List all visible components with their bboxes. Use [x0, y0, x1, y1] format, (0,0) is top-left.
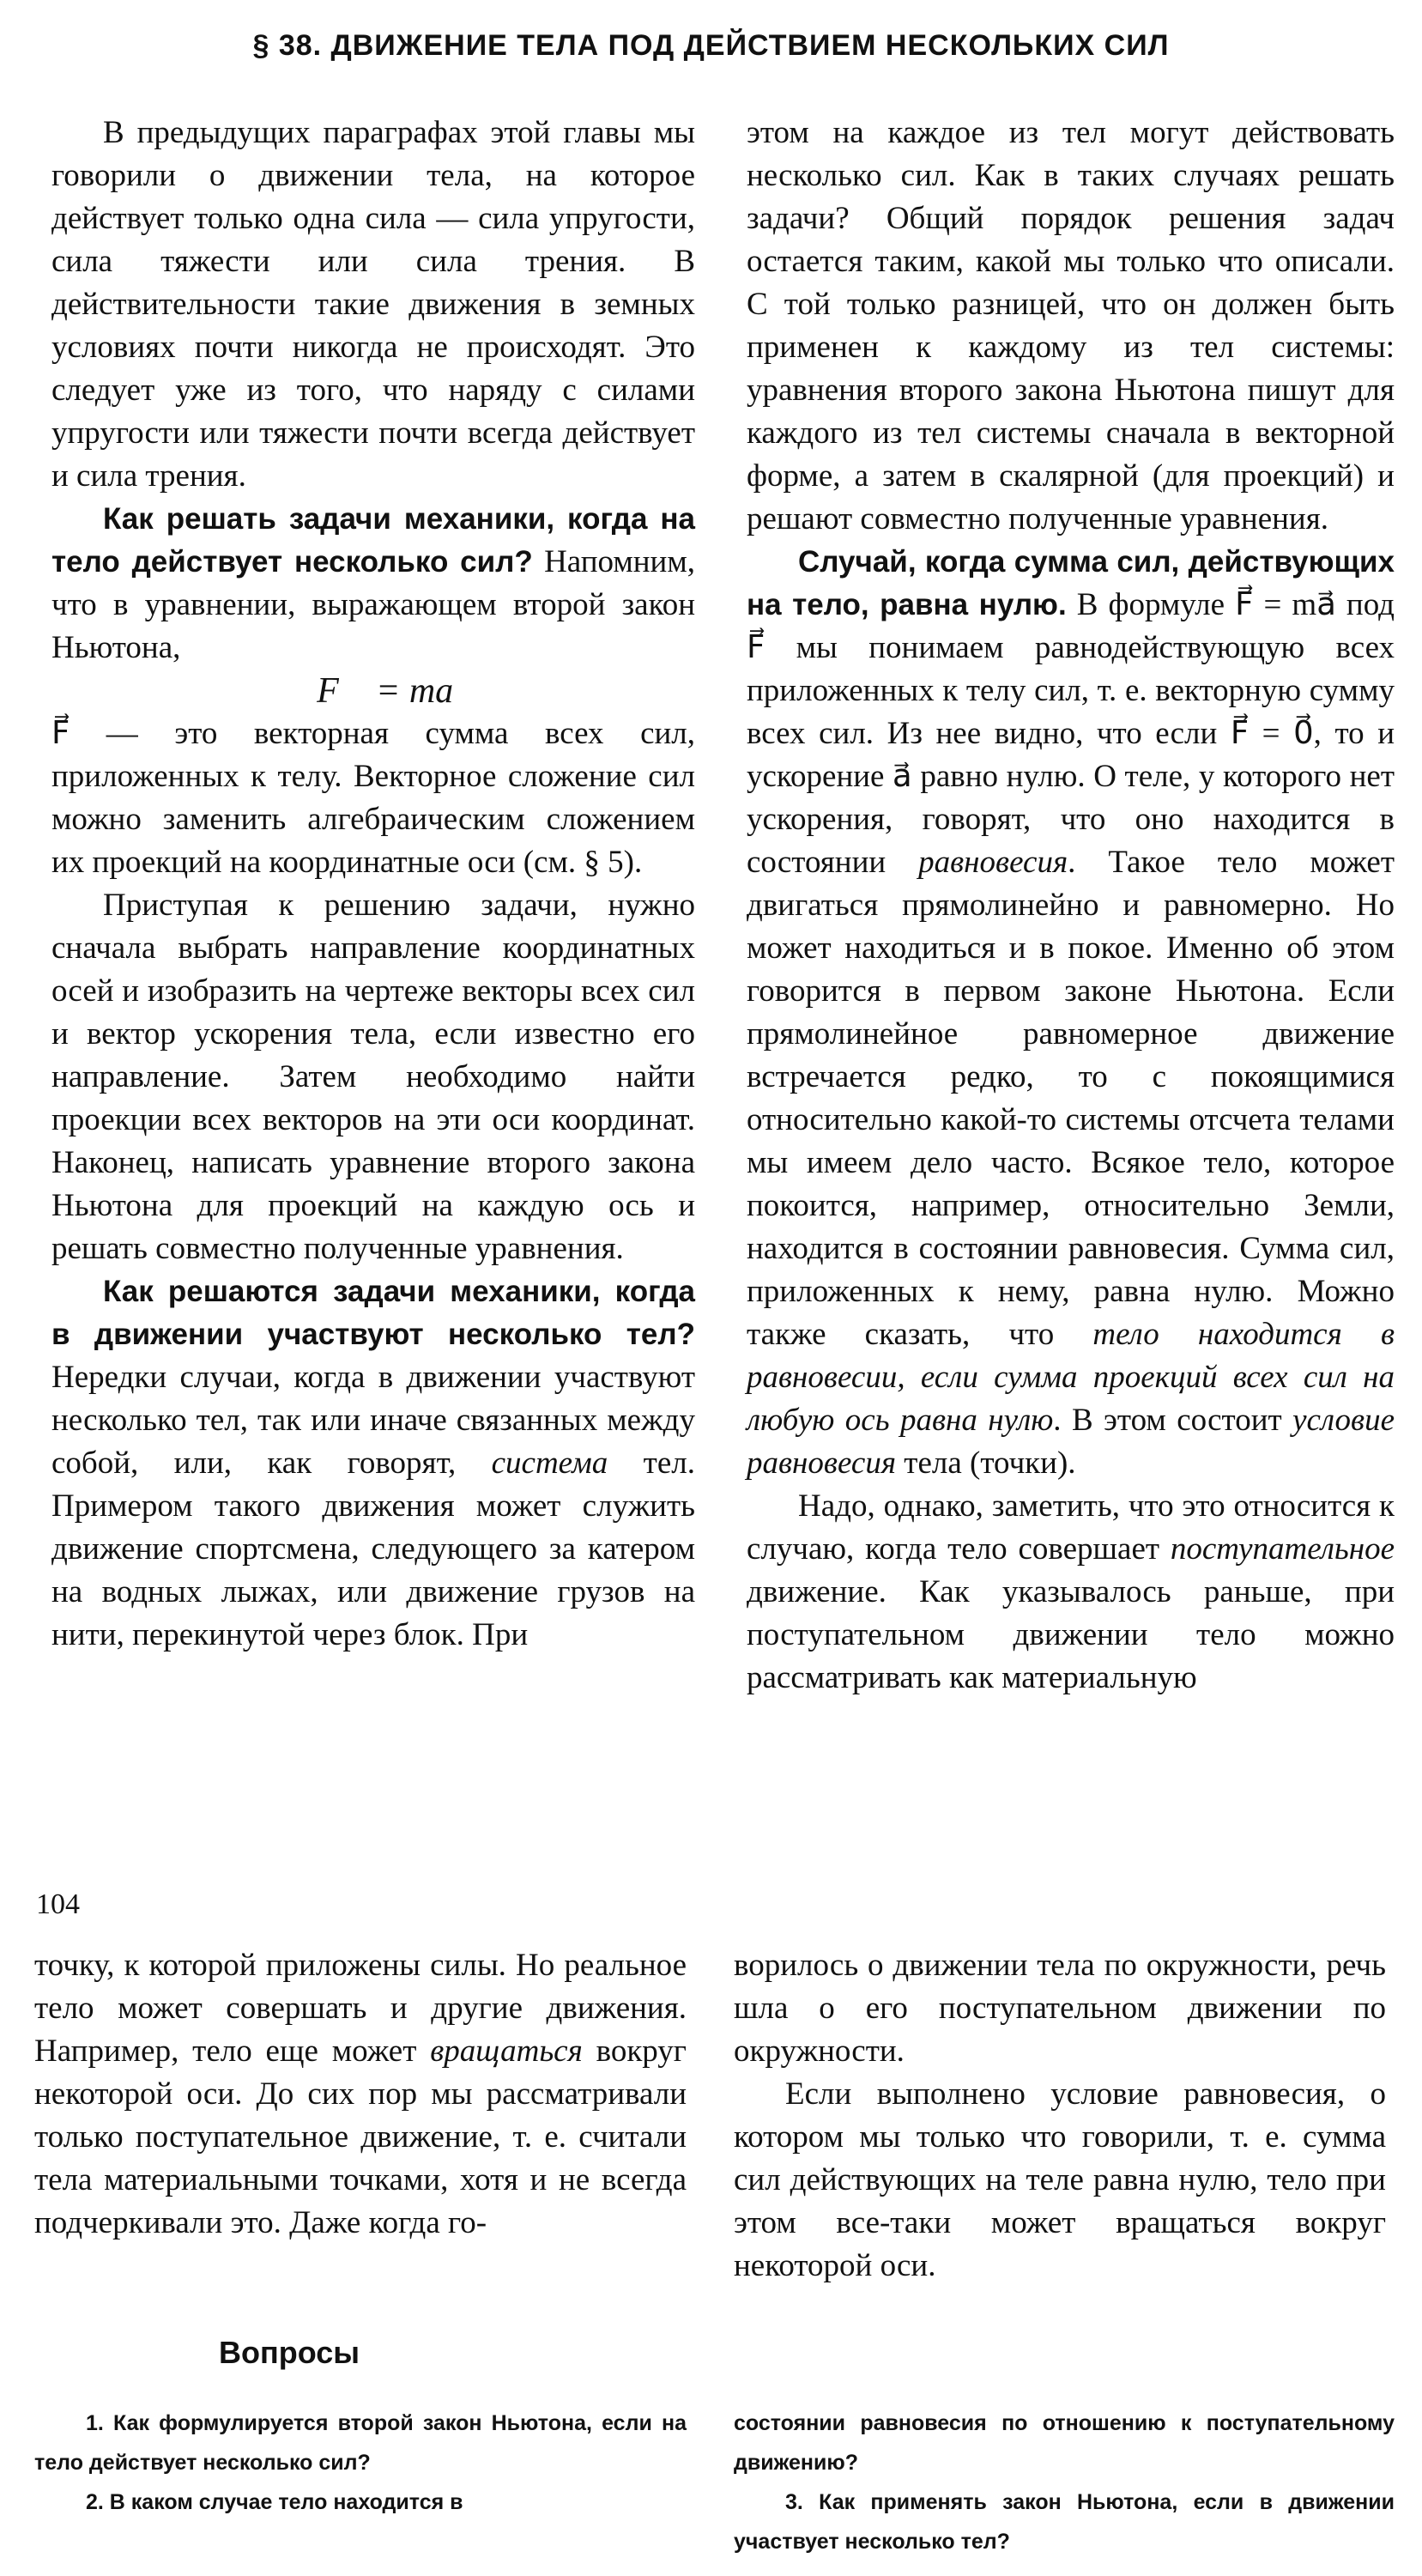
paragraph: [34, 1944, 687, 2245]
page-number: 104: [36, 1888, 80, 1920]
text: В формуле F⃗ = ma⃗ под F⃗ мы понимаем равнодействующую всех приложенных к телу сил, т. е. векторную сумму всех сил. Из нее видно, что если F⃗ = 0⃗, то и ускорение a⃗ равно нулю. О теле, у которого нет ускорения, говорят, что оно находится в состоянии: [747, 587, 1395, 880]
italic-term: равновесия: [918, 845, 1068, 880]
column-right-top: [747, 112, 1395, 1700]
column-left-top: [51, 112, 695, 1657]
italic-term: условие равновесия: [747, 1403, 1395, 1481]
formula: F⃗ = ma⃗: [317, 671, 481, 711]
question: 1. Как формулируется второй закон Ньютона, если на тело действует несколько сил?: [34, 2411, 687, 2475]
text: . Такое тело может двигаться прямолинейно и равномерно. Но может находиться и в покое. Именно об этом говорится в первом законе Ньютона. Если прямолинейное равномерное движение встречается редко, то с покоящимися относительно какой-то системы отсчета телами мы имеем дело часто. Всякое тело, которое покоится, например, относительно Земли, находится в состоянии равновесия. Сумма сил, приложенных к нему, равна нулю. Можно также сказать, что: [747, 845, 1395, 1352]
question-continuation: состоянии равновесия по отношению к поступательному движению?: [734, 2411, 1395, 2475]
paragraph: [747, 1485, 1395, 1700]
questions-right: [734, 2403, 1395, 2561]
paragraph: [51, 498, 695, 670]
column-left-bottom: [34, 1944, 687, 2245]
text: тел. Примером такого движения может служить движение спортсмена, следующего за катером на водных лыжах, или движение грузов на нити, перекинутой через блок. При: [51, 1446, 695, 1652]
paragraph: Если выполнено условие равновесия, о котором мы только что говорили, т. е. сумма сил действующих на теле равна нулю, тело при этом все-таки может вращаться вокруг некоторой оси.: [734, 2076, 1386, 2283]
text: Нередки случаи, когда в движении участвуют несколько тел, так или иначе связанных между собой, или, как говорят,: [51, 1360, 695, 1481]
question: 3. Как применять закон Ньютона, если в движении участвует несколько тел?: [734, 2490, 1395, 2554]
italic-term: поступательное: [1170, 1531, 1395, 1567]
text: вокруг некоторой оси. До сих пор мы рассматривали только поступательное движение, т. е. считали тела материальными точками, хотя и не всегда подчеркивали это. Даже когда го-: [34, 2034, 687, 2240]
paragraph: этом на каждое из тел могут действовать несколько сил. Как в таких случаях решать задачи? Общий порядок решения задач остается таким, какой мы только что описали. С той только разницей, что он должен быть применен к каждому из тел системы: уравнения второго закона Ньютона пишут для каждого из тел системы сначала в векторной форме, а затем в скалярной (для проекций) и решают совместно полученные уравнения.: [747, 115, 1395, 536]
questions-title: Вопросы: [219, 2335, 360, 2370]
paragraph: Приступая к решению задачи, нужно сначала выбрать направление координатных осей и изобразить на чертеже векторы всех сил и вектор ускорения тела, если известно его направление. Затем необходимо найти проекции всех векторов на эти оси координат. Наконец, написать уравнение второго закона Ньютона для проекций на каждую ось и решать совместно полученные уравнения.: [51, 888, 695, 1266]
text: . В этом состоит: [1053, 1403, 1293, 1438]
subheading: Случай, когда сумма сил, действующих на тело, равна нулю.: [747, 545, 1395, 621]
text: Напомним, что в уравнении, выражающем второй закон Ньютона,: [51, 544, 695, 665]
paragraph: F⃗ — это векторная сумма всех сил, приложенных к телу. Векторное сложение сил можно заменить алгебраическим сложением их проекций на координатные оси (см. § 5).: [51, 716, 695, 880]
text: движение. Как указывалось раньше, при поступательном движении тело можно рассматривать как материальную: [747, 1574, 1395, 1695]
subheading: Как решать задачи механики, когда на тело действует несколько сил?: [51, 502, 695, 579]
paragraph: [747, 541, 1395, 1485]
text: точку, к которой приложены силы. Но реальное тело может совершать и другие движения. Например, тело еще может: [34, 1948, 687, 2069]
italic-statement: тело находится в равновесии, если сумма проекций всех сил на любую ось равна нулю: [747, 1317, 1395, 1438]
italic-term: вращаться: [430, 2034, 583, 2069]
paragraph: В предыдущих параграфах этой главы мы говорили о движении тела, на которое действует только одна сила — сила упругости, сила тяжести или сила трения. В действительности такие движения в земных условиях почти никогда не происходят. Это следует уже из того, что наряду с силами упругости или тяжести почти всегда действует и сила трения.: [51, 115, 695, 494]
subheading: Как решаются задачи механики, когда в движении участвуют несколько тел?: [51, 1275, 695, 1351]
paragraph: ворилось о движении тела по окружности, речь шла о его поступательном движении по окружности.: [734, 1948, 1386, 2069]
paragraph: [51, 1270, 695, 1657]
text: тела (точки).: [896, 1446, 1076, 1481]
question: 2. В каком случае тело находится в: [86, 2490, 463, 2514]
questions-left: [34, 2403, 687, 2522]
text: Надо, однако, заметить, что это относится к случаю, когда тело совершает: [747, 1488, 1395, 1567]
column-right-bottom: [734, 1944, 1386, 2288]
section-title: § 38. ДВИЖЕНИЕ ТЕЛА ПОД ДЕЙСТВИЕМ НЕСКОЛЬКИХ СИЛ: [252, 29, 1170, 62]
italic-term: система: [491, 1446, 608, 1481]
